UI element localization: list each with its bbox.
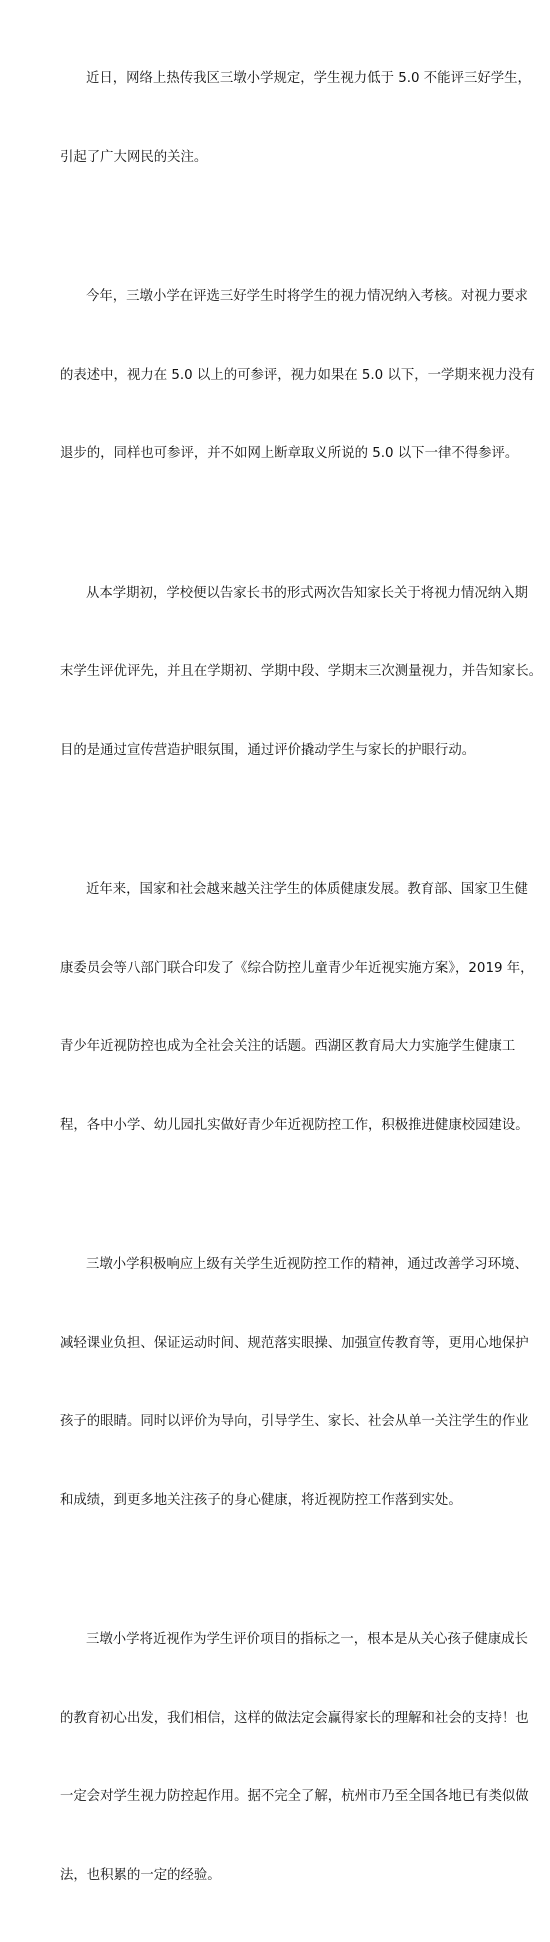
paragraph-line: 青少年近视防控也成为全社会关注的话题。西湖区教育局大力实施学生健康工 bbox=[60, 1039, 516, 1055]
paragraph-line: 孩子的眼睛。同时以评价为导向，引导学生、家长、社会从单一关注学生的作业 bbox=[60, 1414, 529, 1430]
paragraph-6 bbox=[60, 1575, 529, 1942]
paragraph-line: 末学生评优评先，并且在学期初、学期中段、学期末三次测量视力，并告知家长。 bbox=[60, 664, 543, 680]
paragraph-line: 康委员会等八部门联合印发了《综合防控儿童青少年近视实施方案》，2019 年， bbox=[60, 960, 534, 976]
paragraph-line: 近日，网络上热传我区三墩小学规定，学生视力低于 5.0 不能评三好学生， bbox=[86, 71, 531, 87]
paragraph-line: 三墩小学积极响应上级有关学生近视防控工作的精神，通过改善学习环境、 bbox=[86, 1257, 528, 1273]
paragraph-line: 今年，三墩小学在评选三好学生时将学生的视力情况纳入考核。对视力要求 bbox=[86, 289, 528, 305]
paragraph-line: 退步的，同样也可参评，并不如网上断章取义所说的 5.0 以下一律不得参评。 bbox=[60, 446, 519, 462]
paragraph-line: 从本学期初，学校便以告家长书的形式两次告知家长关于将视力情况纳入期 bbox=[86, 585, 528, 601]
paragraph-2 bbox=[60, 232, 535, 520]
paragraph-line: 三墩小学将近视作为学生评价项目的指标之一，根本是从关心孩子健康成长 bbox=[86, 1632, 528, 1648]
paragraph-line: 减轻课业负担、保证运动时间、规范落实眼操、加强宣传教育等，更用心地保护 bbox=[60, 1335, 529, 1351]
paragraph-line: 程，各中小学、幼儿园扎实做好青少年近视防控工作，积极推进健康校园建设。 bbox=[60, 1117, 529, 1133]
paragraph-line: 法，也积累的一定的经验。 bbox=[60, 1867, 221, 1883]
paragraph-line: 的表述中，视力在 5.0 以上的可参评，视力如果在 5.0 以下，一学期来视力没有 bbox=[60, 367, 535, 383]
paragraph-line: 目的是通过宣传营造护眼氛围，通过评价撬动学生与家长的护眼行动。 bbox=[60, 742, 476, 758]
paragraph-line: 和成绩，到更多地关注孩子的身心健康，将近视防控工作落到实处。 bbox=[60, 1492, 462, 1508]
paragraph-line: 近年来，国家和社会越来越关注学生的体质健康发展。教育部、国家卫生健 bbox=[86, 882, 528, 898]
paragraph-3 bbox=[60, 528, 543, 816]
paragraph-line: 一定会对学生视力防控起作用。据不完全了解，杭州市乃至全国各地已有类似做 bbox=[60, 1789, 529, 1805]
paragraph-1 bbox=[60, 14, 531, 224]
paragraph-5 bbox=[60, 1200, 529, 1567]
paragraph-4 bbox=[60, 825, 534, 1192]
paragraph-line: 引起了广大网民的关注。 bbox=[60, 150, 208, 166]
paragraph-line: 的教育初心出发，我们相信，这样的做法定会赢得家长的理解和社会的支持！也 bbox=[60, 1710, 529, 1726]
